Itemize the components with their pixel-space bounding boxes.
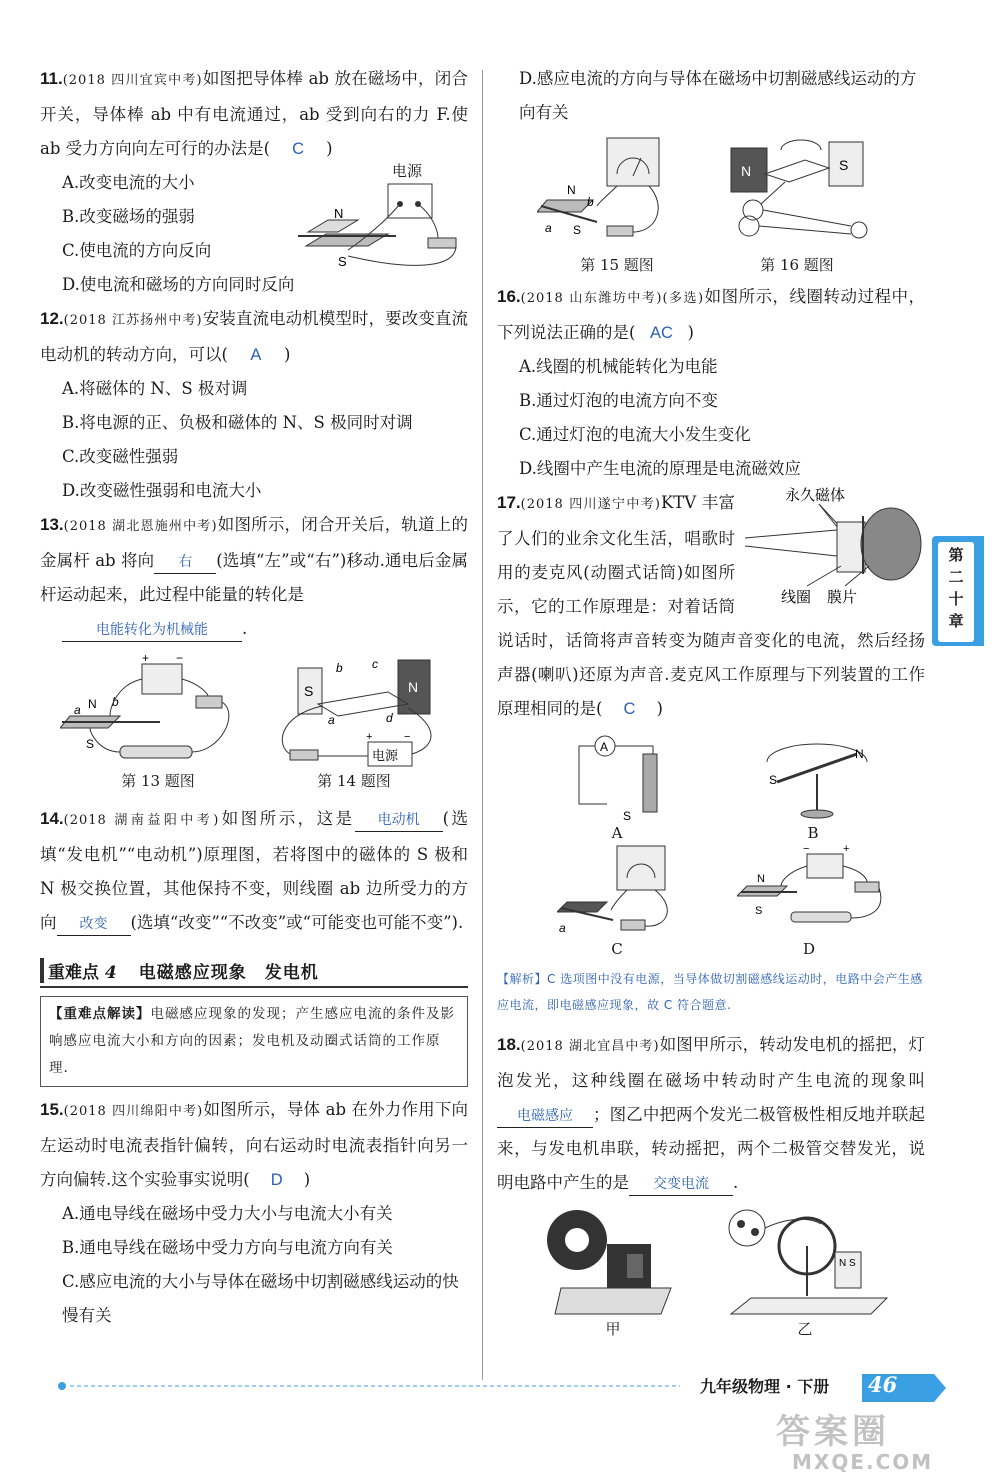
answer-mark: A [250, 346, 262, 364]
mic-magnet-label: 永久磁体 [785, 487, 846, 504]
option-c: C.使电流的方向反向 [62, 241, 212, 260]
question-number: 18 [497, 1035, 516, 1054]
book-title: 九年级物理 · 下册 [700, 1377, 830, 1396]
question-text: 如图所示，线圈转动过程中，下列说法正确的是( [497, 287, 925, 342]
question-source: (2018 山东潍坊中考) [520, 291, 663, 306]
question-text: 如图所示，这是 [219, 809, 355, 828]
question-text: 如图所示，闭合开关后，轨道上的金属杆 ab 将向 [40, 515, 468, 570]
key-point-box [40, 996, 468, 1087]
answer-blank: 电磁感应 [497, 1105, 593, 1128]
question-18: 18.(2018 湖北宜昌中考)如图甲所示，转动发电机的摇把，灯泡发光，这种线圈在磁场中转动时产生电流的现象叫电磁感应 ；图乙中把两个发光二极管极性相反地并联起来，与发电机串联，转动摇把，两个二极管交替发光，说明电路中产生的是 交变电流 . [497, 1028, 925, 1200]
magnet [537, 200, 593, 212]
paren-close: ) [283, 345, 291, 364]
svg-text:A: A [600, 740, 609, 754]
question-number: 16 [497, 287, 516, 306]
svg-text:N: N [839, 1258, 847, 1269]
question-text: 如图甲所示，转动发电机的摇把，灯泡发光，这种线圈在磁场中转动时产生电流的现象叫 [497, 1035, 925, 1090]
diaphragm [861, 508, 921, 580]
label-b: b [336, 661, 343, 675]
svg-text:N: N [855, 747, 864, 761]
pole-n: N [741, 163, 752, 179]
figure-13 [60, 654, 250, 774]
figure-14-caption: 第 14 题图 [317, 772, 391, 790]
explanation-text: C 选项图中没有电源，当导体做切割磁感线运动时，电路中会产生感应电流，即电磁感应现象，故 C 符合题意. [497, 972, 923, 1012]
label-a: a [74, 703, 81, 717]
question-number: 11 [40, 69, 58, 88]
watermark-logo: 答案圈 [776, 1412, 890, 1452]
page-footer [0, 1370, 1000, 1481]
key-point-title: 电磁感应现象 发电机 [138, 962, 319, 983]
svg-text:+: + [843, 843, 850, 855]
option-a: A.线圈的机械能转化为电能 [519, 357, 718, 376]
label-b: b [112, 695, 119, 709]
q17-figure-a [577, 734, 687, 824]
mic-film-label: 膜片 [827, 589, 858, 606]
box-text: 电磁感应现象的发现；产生感应电流的条件及影响感应电流大小和方向的因素；发电机及动圈式话筒的工作原理. [49, 1006, 455, 1076]
label-a: a [545, 221, 552, 235]
svg-text:a: a [559, 921, 566, 935]
option-b: B.将电源的正、负极和磁体的 N、S 极同时对调 [62, 413, 413, 432]
answer-mark: C [623, 700, 636, 718]
option-b: B.改变磁场的强弱 [62, 207, 195, 226]
option-d: D.使电流和磁场的方向同时反向 [62, 275, 295, 294]
question-number: 17 [497, 493, 516, 512]
question-text: 安装直流电动机模型时，要改变直流电动机的转动方向，可以( [40, 309, 468, 364]
paren-close: ) [326, 139, 333, 158]
option-b-label: B [807, 824, 819, 842]
question-source: (2018 四川绵阳中考) [63, 1104, 204, 1119]
question-text: KTV 丰富了人们的业余文化生活，唱歌时用的麦克风(动圈式话筒)如图所示，它的工作原理是：对着话筒说话时，话筒将声音转变为随声音变化的电流，然后经扬声器(喇叭)还原为声音.麦克风工作原理与下列装置的工作原理相同的是( [497, 493, 925, 718]
key-point-heading [40, 954, 468, 988]
pole-n: N [88, 697, 97, 711]
figures-15-16 [497, 130, 925, 280]
pole-n: N [567, 183, 576, 197]
option-d: D.改变磁性强弱和电流大小 [62, 481, 262, 500]
svg-text:S: S [849, 1258, 856, 1269]
chapter-tab [932, 536, 984, 646]
figure-15 [537, 136, 697, 248]
explanation [497, 966, 925, 1018]
power-supply [388, 184, 432, 218]
question-15: 15.(2018 四川绵阳中考)如图所示，导体 ab 在外力作用下向左运动时电流表指针偏转，向右运动时电流表指针向另一方向偏转.这个实验事实说明( D ) [40, 1093, 468, 1197]
question-text-2: ；图乙中把两个发光二极管极性相反地并联起来，与发电机串联，转动摇把，两个二极管交替发光，说明电路中产生的是 [497, 1105, 925, 1192]
question-17-text: 17.(2018 四川遂宁中考)KTV 丰富了人们的业余文化生活，唱歌时用的麦克风(动圈式话筒)如图所示，它的工作原理是：对着话筒说话时，话筒将声音转变为随声音变化的电流，然后经扬声器(喇叭)还原为声音.麦克风工作原理与下列装置的工作原理相同的是( C ) [497, 486, 925, 726]
pole-s: S [86, 737, 95, 751]
watermark-url: MXQE.COM [792, 1450, 934, 1474]
paren-close: ) [303, 1170, 311, 1189]
battery [142, 664, 182, 694]
svg-text:N: N [757, 873, 765, 885]
option-d: D.线圈中产生电流的原理是电流磁效应 [519, 459, 801, 478]
pole-s: S [573, 223, 582, 237]
right-column [497, 62, 925, 1344]
power-label: 电源 [392, 163, 423, 180]
power-label: 电源 [372, 748, 399, 763]
figure-16 [725, 138, 875, 248]
label-d: d [386, 711, 393, 725]
question-source: (2018 四川宜宾中考) [62, 73, 203, 88]
q17-figure-c [557, 844, 687, 939]
ammeter [617, 846, 665, 890]
caption-yi: 乙 [797, 1320, 813, 1338]
answer-mark: D [270, 1171, 283, 1189]
multi-select-tag: (多选) [662, 291, 705, 306]
paren-close: ) [656, 699, 663, 718]
figure-yi [711, 1206, 891, 1316]
answer-blank-2: 改变 [57, 913, 131, 936]
svg-text:S: S [769, 773, 778, 787]
question-source: (2018 湖南益阳中考) [63, 813, 220, 828]
q17-figure-d [737, 842, 887, 937]
question-source: (2018 湖北恩施州中考) [63, 519, 218, 534]
q11-options-area [40, 163, 468, 302]
mic-coil-label: 线圈 [781, 589, 812, 606]
figure-13-caption: 第 13 题图 [121, 772, 195, 790]
question-13: 13.(2018 湖北恩施州中考)如图所示，闭合开关后，轨道上的金属杆 ab 将向 右 (选填“左”或“右”)移动.通电后金属杆运动起来，此过程中能量的转化是 电能转化为机械能 . [40, 508, 468, 646]
question-text: 如图把导体棒 ab 放在磁场中，闭合开关，导体棒 ab 中有电流通过，ab 受到向右的力 F.使 ab 受力方向向左可行的办法是( [40, 69, 468, 158]
battery [807, 854, 843, 878]
answer-blank: 电动机 [355, 809, 443, 832]
question-16: 16.(2018 山东潍坊中考)(多选)如图所示，线圈转动过程中，下列说法正确的是( AC ) [497, 280, 925, 350]
minus-sign: − [176, 654, 184, 665]
label-c: c [372, 657, 378, 671]
option-d-label: D [802, 940, 816, 958]
option-a: A.改变电流的大小 [62, 173, 195, 192]
rheostat [120, 746, 192, 758]
pole-n: N [408, 679, 419, 695]
caption-jia: 甲 [605, 1320, 621, 1338]
figure-15-caption: 第 15 题图 [580, 256, 654, 274]
option-c-label: C [611, 940, 623, 958]
explanation-tag: 【解析】 [497, 972, 548, 986]
lamp [851, 222, 867, 238]
minus-sign: − [404, 731, 411, 743]
figures-13-14 [40, 646, 468, 802]
column-divider [482, 70, 483, 1380]
ammeter [607, 138, 659, 186]
pole-n: N [334, 206, 344, 221]
switch [428, 238, 456, 248]
question-source: (2018 四川遂宁中考) [520, 497, 661, 512]
answer-blank: 右 [154, 551, 216, 574]
question-text-2: (选填“左”或“右”)移动.通电后金属杆运动起来，此过程中能量的转化是 [40, 551, 468, 604]
label-b: b [587, 195, 594, 209]
q18-figures [497, 1204, 925, 1344]
option-b: B.通电导线在磁场中受力方向与电流方向有关 [62, 1238, 393, 1257]
answer-mark: C [292, 140, 305, 158]
question-11: 11.(2018 四川宜宾中考)如图把导体棒 ab 放在磁场中，闭合开关，导体棒 ab 中有电流通过，ab 受到向右的力 F.使 ab 受力方向向左可行的办法是( C ) [40, 62, 468, 166]
answer-mark: AC [649, 324, 673, 342]
microphone-figure [745, 486, 925, 608]
plus-sign: + [366, 731, 373, 743]
answer-blank-2: 交变电流 [629, 1173, 733, 1196]
chapter-tab-label: 第 二 十 章 [938, 542, 974, 642]
question-number: 13 [40, 515, 59, 534]
q17-figure-b [757, 734, 877, 824]
period: . [242, 619, 248, 638]
answer-blank-2: 电能转化为机械能 [62, 619, 242, 642]
question-text: 如图所示，导体 ab 在外力作用下向左运动时电流表指针偏转，向右运动时电流表指针向另一方向偏转.这个实验事实说明( [40, 1100, 468, 1189]
question-14: 14.(2018 湖南益阳中考)如图所示，这是 电动机 (选填“发电机”“电动机”)原理图，若将图中的磁体的 S 极和 N 极交换位置，其他保持不变，则线圈 ab 边所受力的方向 改变 (选填“改变”“不改变”或“可能变也可能不变”). [40, 802, 468, 940]
switch [607, 226, 633, 236]
label-a: a [328, 713, 335, 727]
option-a-label: A [611, 824, 623, 842]
q17-option-figures [497, 734, 925, 966]
figure-jia [541, 1204, 681, 1316]
pole-s: S [304, 683, 314, 699]
paren-close: ) [687, 323, 694, 342]
question-source: (2018 湖北宜昌中考) [520, 1039, 660, 1054]
coil [643, 754, 657, 812]
question-number: 12 [40, 309, 59, 328]
option-a: A.通电导线在磁场中受力大小与电流大小有关 [62, 1204, 393, 1223]
question-text-2: (选填“发电机”“电动机”)原理图，若将图中的磁体的 S 极和 N 极交换位置，其他保持不变，则线圈 ab 边所受力的方向 [40, 809, 468, 932]
magnet [557, 902, 607, 912]
question-number: 15 [40, 1100, 59, 1119]
option-a: A.将磁体的 N、S 极对调 [62, 379, 248, 398]
svg-text:−: − [803, 843, 810, 855]
page-number: 46 [868, 1372, 898, 1397]
coil [765, 160, 829, 182]
pole-s: S [338, 254, 347, 269]
pole-s: S [839, 157, 849, 173]
figure-14 [268, 646, 468, 770]
svg-text:S: S [755, 905, 763, 917]
option-d: D.感应电流的方向与导体在磁场中切割磁感线运动的方向有关 [519, 69, 917, 122]
option-c: C.改变磁性强弱 [62, 447, 179, 466]
option-c: C.通过灯泡的电流大小发生变化 [519, 425, 751, 444]
figure-16-caption: 第 16 题图 [760, 256, 834, 274]
question-source: (2018 江苏扬州中考) [63, 313, 203, 328]
period: . [733, 1173, 739, 1192]
question-12: 12.(2018 江苏扬州中考)安装直流电动机模型时，要改变直流电动机的转动方向，可以( A ) [40, 302, 468, 372]
box-title: 【重难点解读】 [49, 1006, 151, 1022]
switch [290, 750, 318, 760]
option-b: B.通过灯泡的电流方向不变 [519, 391, 718, 410]
key-point-label: 重难点 4 [40, 958, 121, 983]
plus-sign: + [142, 654, 150, 665]
switch [196, 696, 222, 708]
left-column [40, 62, 468, 1333]
q11-figure [288, 160, 468, 272]
question-text-3: (选填“改变”“不改变”或“可能变也可能不变”). [130, 913, 464, 932]
option-c: C.感应电流的大小与导体在磁场中切割磁感线运动的快慢有关 [62, 1272, 459, 1325]
question-number: 14 [40, 809, 59, 828]
svg-text:S: S [623, 809, 632, 823]
question-17 [497, 486, 925, 726]
